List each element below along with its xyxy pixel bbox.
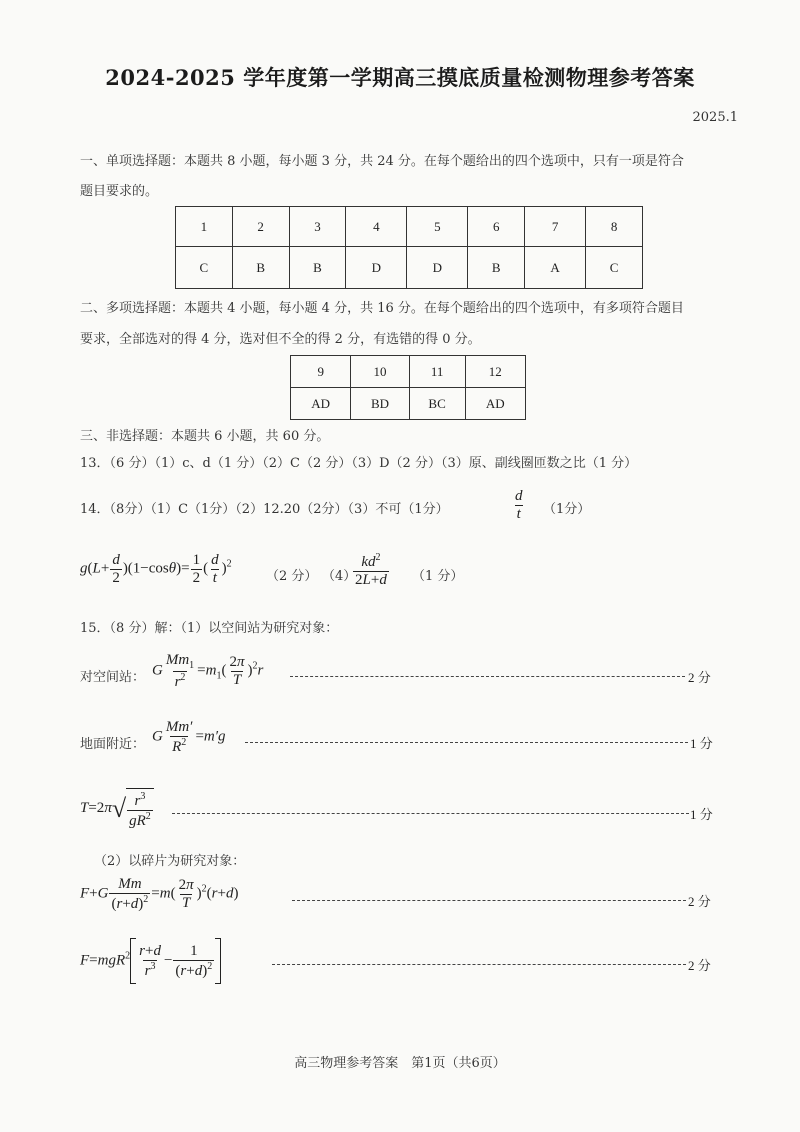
answer-cell: B — [468, 247, 525, 289]
question-number: 12 — [465, 356, 525, 388]
dashed-leader — [245, 742, 688, 743]
q14-fraction-d-over-t — [512, 488, 526, 522]
fraction-denominator: t — [516, 505, 521, 522]
ground-label: 地面附近： — [80, 737, 146, 752]
score-label: 1 分 — [690, 736, 713, 751]
score-label: 1 分 — [690, 807, 713, 822]
answer-cell: A — [525, 247, 586, 289]
question-14-line1: 14．（8分）（1）C（1分）（2）12.20（2分）（3）不可（1分） — [80, 502, 449, 517]
question-number: 2 — [232, 207, 289, 247]
question-13-answer: 13．（6 分）（1）c、d（1 分）（2）C（2 分）（3）D（2 分）（3）原、副线圈匝数之比（1 分） — [80, 456, 638, 471]
section3-heading: 三、非选择题：本题共 6 小题，共 60 分。 — [80, 429, 330, 444]
section1-instructions-line1: 一、单项选择题：本题共 8 小题，每小题 3 分，共 24 分。在每个题给出的四个选项中，只有一项是符合 — [80, 154, 684, 169]
question-15-intro: 15．（8 分）解：（1）以空间站为研究对象： — [80, 621, 339, 636]
answer-cell: BC — [409, 388, 465, 420]
question-number: 1 — [176, 207, 233, 247]
q14-energy-equation: g(L+ $\frac{d}{2}$ )(1−cosθ)= $\frac{1}{2}$ ( $\frac{d}{t}$ )$^2$ — [80, 552, 232, 586]
dashed-leader — [292, 900, 686, 901]
debris-force-equation: F+G $\frac{Mm}{(r+d)^2}$ =m( $\frac{2\pi}{T}$ )$^2$(r+d) — [80, 876, 239, 912]
question-number: 10 — [351, 356, 409, 388]
question-number: 8 — [586, 207, 643, 247]
fraction-numerator: d — [515, 488, 523, 504]
question-number: 4 — [346, 207, 407, 247]
dashed-leader — [172, 813, 689, 814]
dashed-leader — [290, 676, 685, 677]
answer-cell: D — [346, 247, 407, 289]
station-label: 对空间站： — [80, 670, 146, 685]
section2-instructions-line2: 要求，全部选对的得 4 分，选对但不全的得 2 分，有选错的得 0 分。 — [80, 332, 481, 347]
answer-cell: B — [289, 247, 346, 289]
multi-choice-answer-table — [290, 355, 526, 420]
score-label: 2 分 — [688, 894, 711, 909]
question-number: 9 — [291, 356, 351, 388]
q14-part4-formula: $\frac{kd^2}{2L+d}$ — [355, 552, 387, 588]
period-equation: T=2π√ $\frac{r^3}{gR^2}$ — [80, 788, 154, 829]
q14-part3-score: （2 分） — [266, 569, 318, 584]
question-number: 3 — [289, 207, 346, 247]
q14-part4-label: （4） — [322, 569, 357, 584]
section2-instructions-line1: 二、多项选择题：本题共 4 小题，每小题 4 分，共 16 分。在每个题给出的四个选项中，有多项符合题目 — [80, 301, 684, 316]
answer-cell: C — [176, 247, 233, 289]
answer-cell: BD — [351, 388, 409, 420]
debris-force-result: F=mgR$^2$ $\frac{r+d}{r^3}$ − $\frac{1}{(r+d)^2}$ — [80, 938, 221, 984]
table-row — [291, 388, 526, 420]
question-number: 11 — [409, 356, 465, 388]
exam-date: 2025.1 — [692, 110, 738, 125]
answer-cell: AD — [291, 388, 351, 420]
page-title: 2024-2025 学年度第一学期高三摸底质量检测物理参考答案 — [105, 65, 695, 90]
score-label: 2 分 — [688, 670, 711, 685]
q14-fraction-score: （1分） — [543, 502, 591, 517]
single-choice-answer-table — [175, 206, 643, 289]
question-15-part2-intro: （2）以碎片为研究对象： — [94, 854, 246, 869]
q14-part4-score: （1 分） — [412, 569, 464, 584]
table-row — [291, 356, 526, 388]
answer-cell: C — [586, 247, 643, 289]
answer-cell: B — [232, 247, 289, 289]
ground-gravity-equation: G $\frac{Mm'}{R^2}$ =m′g — [152, 719, 226, 755]
answer-cell: D — [407, 247, 468, 289]
answer-cell: AD — [465, 388, 525, 420]
score-label: 2 分 — [688, 958, 711, 973]
dashed-leader — [272, 964, 686, 965]
page-footer: 高三物理参考答案 第1页（共6页） — [294, 1056, 506, 1071]
section1-instructions-line2: 题目要求的。 — [80, 184, 159, 199]
question-number: 6 — [468, 207, 525, 247]
question-number: 5 — [407, 207, 468, 247]
table-row — [176, 207, 643, 247]
question-number: 7 — [525, 207, 586, 247]
table-row — [176, 247, 643, 289]
station-gravity-equation: G $\frac{Mm_1}{r^2}$ $=m_1$( $\frac{2\pi}{T}$ )$^2$r — [152, 652, 264, 690]
